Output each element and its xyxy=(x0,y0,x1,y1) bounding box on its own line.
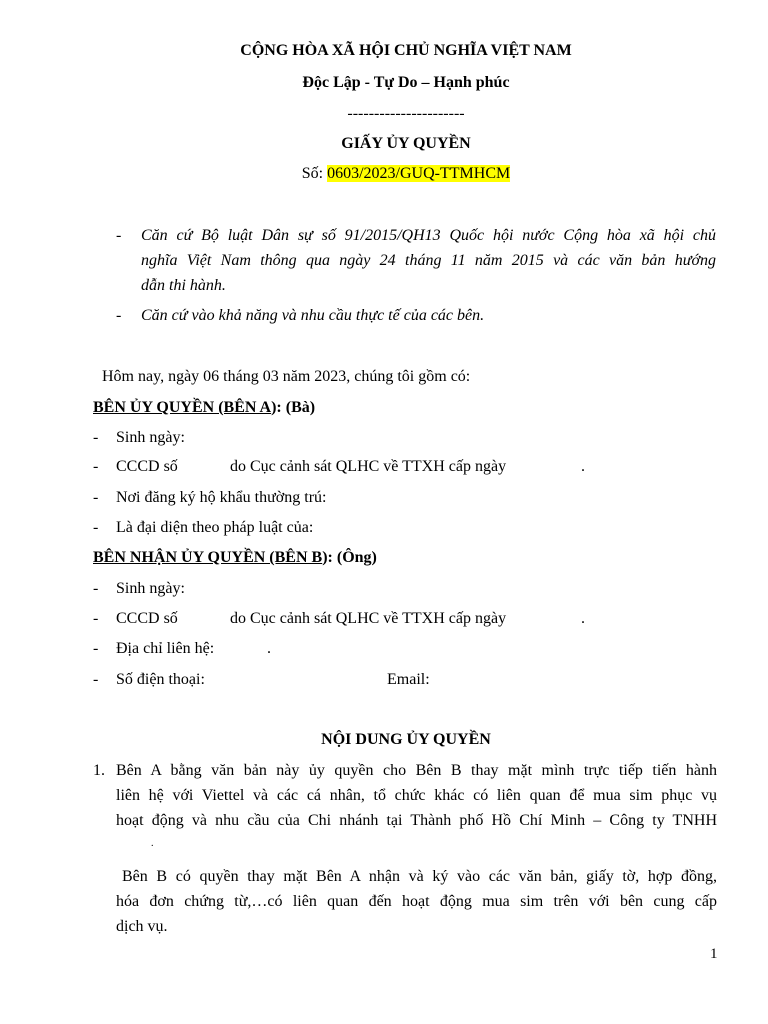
party-a-residence: Nơi đăng ký hộ khẩu thường trú: xyxy=(116,489,327,506)
intro-line: Hôm nay, ngày 06 tháng 03 năm 2023, chúng tôi gồm có: xyxy=(102,368,471,385)
content-item-1-line-3: hoạt động và nhu cầu của Chi nhánh tại Thành phố Hồ Chí Minh – Công ty TNHH xyxy=(116,812,717,829)
content-item-1-line-4: . xyxy=(151,838,154,849)
header-separator: ---------------------- xyxy=(347,105,465,122)
party-b-email: Email: xyxy=(387,671,430,688)
party-a-dob: Sinh ngày: xyxy=(116,429,185,446)
basis-1-line-3: dẫn thi hành. xyxy=(141,277,226,294)
party-a-id-label: CCCD số xyxy=(116,458,178,475)
national-motto: Độc Lập - Tự Do – Hạnh phúc xyxy=(302,74,510,91)
party-a-representative: Là đại diện theo pháp luật của: xyxy=(116,519,314,536)
party-a-heading-text: BÊN ỦY QUYỀN (BÊN A xyxy=(93,399,272,416)
basis-1-line-2: nghĩa Việt Nam thông qua ngày 24 tháng 11 năm 2015 và các văn bản hướng xyxy=(141,252,716,269)
party-b-id-label: CCCD số xyxy=(116,610,178,627)
bullet-dash: - xyxy=(116,307,122,324)
party-b-heading-suffix: ): (Ông) xyxy=(322,549,377,566)
party-b-heading xyxy=(93,549,377,567)
bullet-dash: - xyxy=(93,671,99,688)
content-item-number: 1. xyxy=(93,762,105,779)
bullet-dash: - xyxy=(93,519,99,536)
document-number xyxy=(0,165,768,183)
basis-1-line-1: Căn cứ Bộ luật Dân sự số 91/2015/QH13 Quốc hội nước Cộng hòa xã hội chủ xyxy=(141,227,716,244)
party-b-address-end: . xyxy=(267,640,271,657)
bullet-dash: - xyxy=(93,458,99,475)
party-b-dob: Sinh ngày: xyxy=(116,580,185,597)
party-b-phone: Số điện thoại: xyxy=(116,671,205,688)
party-b-id-issuer: do Cục cảnh sát QLHC về TTXH cấp ngày xyxy=(230,610,507,627)
party-b-id-end: . xyxy=(581,610,585,627)
bullet-dash: - xyxy=(93,640,99,657)
country-name: CỘNG HÒA XÃ HỘI CHỦ NGHĨA VIỆT NAM xyxy=(240,42,572,59)
bullet-dash: - xyxy=(93,429,99,446)
bullet-dash: - xyxy=(93,610,99,627)
bullet-dash: - xyxy=(93,580,99,597)
page-number: 1 xyxy=(710,946,718,962)
content-para-2-line-3: dịch vụ. xyxy=(116,918,168,935)
bullet-dash: - xyxy=(116,227,122,244)
content-item-1-line-1: Bên A bằng văn bản này ủy quyền cho Bên B thay mặt mình trực tiếp tiến hành xyxy=(116,762,717,779)
content-heading: NỘI DUNG ỦY QUYỀN xyxy=(321,731,491,748)
document-number-value: 0603/2023/GUQ-TTMHCM xyxy=(327,165,511,182)
document-number-label: Số: xyxy=(301,165,328,182)
basis-2: Căn cứ vào khả năng và nhu cầu thực tế của các bên. xyxy=(141,307,485,324)
document-title: GIẤY ỦY QUYỀN xyxy=(341,135,471,152)
content-para-2-line-1: Bên B có quyền thay mặt Bên A nhận và ký vào các văn bản, giấy tờ, hợp đồng, xyxy=(122,868,717,885)
content-item-1-line-2: liên hệ với Viettel và các cá nhân, tổ chức khác có liên quan để mua sim phục vụ xyxy=(116,787,717,804)
party-a-heading-suffix: ): (Bà) xyxy=(271,399,316,416)
party-a-id-issuer: do Cục cảnh sát QLHC về TTXH cấp ngày xyxy=(230,458,507,475)
party-a-heading xyxy=(93,399,315,417)
content-para-2-line-2: hóa đơn chứng từ,…có liên quan đến hoạt động mua sim trên với bên cung cấp xyxy=(116,893,717,910)
party-b-heading-text: BÊN NHẬN ỦY QUYỀN (BÊN B xyxy=(93,549,323,566)
bullet-dash: - xyxy=(93,489,99,506)
party-a-id-end: . xyxy=(581,458,585,475)
party-b-address: Địa chỉ liên hệ: xyxy=(116,640,215,657)
